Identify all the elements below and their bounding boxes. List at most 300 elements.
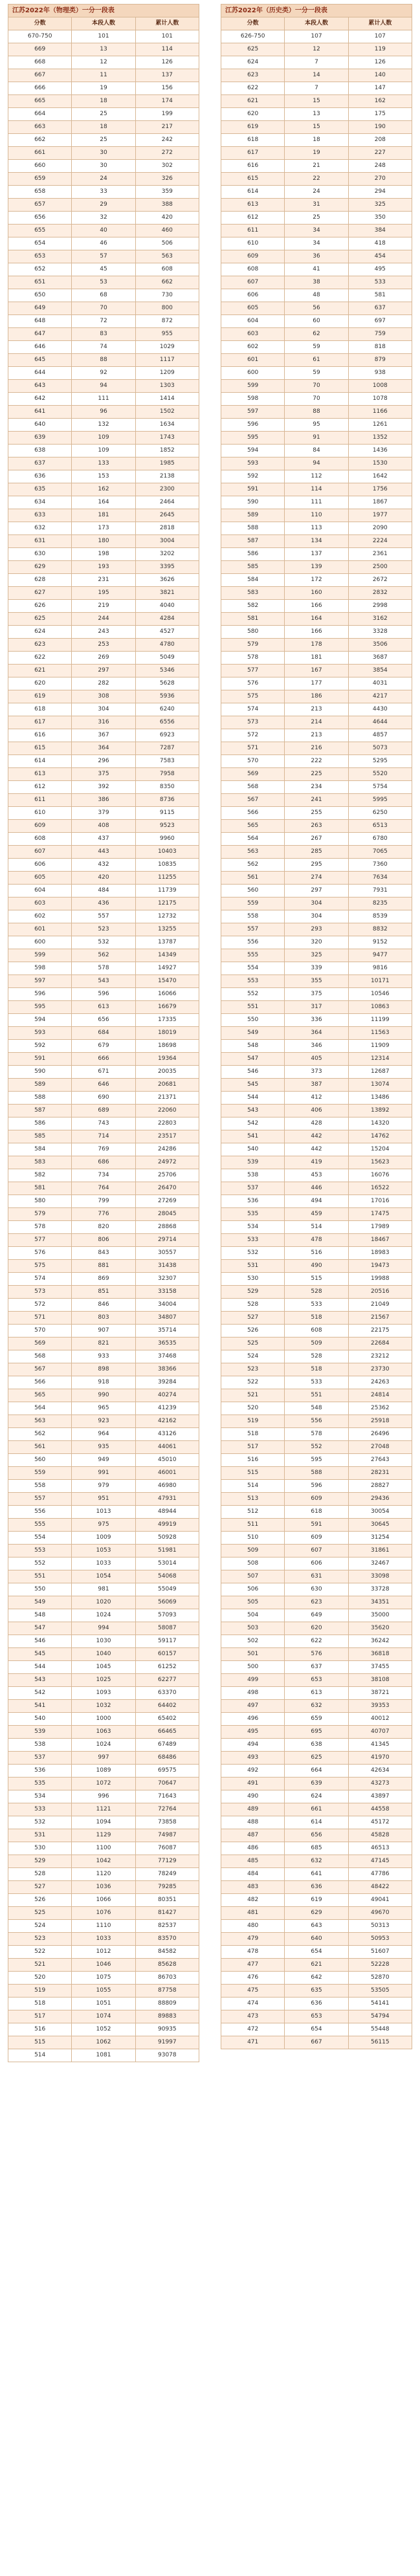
cumulative-cell: 7931 xyxy=(348,885,412,897)
count-cell: 214 xyxy=(285,716,348,729)
count-cell: 509 xyxy=(285,1338,348,1350)
count-cell: 180 xyxy=(72,535,135,548)
count-cell: 29 xyxy=(72,199,135,212)
cumulative-cell: 10546 xyxy=(348,988,412,1001)
table-row xyxy=(8,1454,199,1467)
cumulative-cell: 1530 xyxy=(348,457,412,470)
cumulative-cell: 38108 xyxy=(348,1674,412,1687)
score-cell: 478 xyxy=(221,1946,285,1959)
table-row xyxy=(8,341,199,354)
score-cell: 644 xyxy=(8,367,72,380)
score-cell: 542 xyxy=(8,1687,72,1700)
table-row xyxy=(8,1648,199,1661)
score-cell: 558 xyxy=(221,910,285,923)
cumulative-cell: 533 xyxy=(348,276,412,289)
table-row xyxy=(8,328,199,341)
table-row xyxy=(221,1415,412,1428)
score-cell: 612 xyxy=(8,781,72,794)
cumulative-cell: 40012 xyxy=(348,1713,412,1726)
count-cell: 666 xyxy=(72,1053,135,1066)
score-cell: 608 xyxy=(221,263,285,276)
count-cell: 308 xyxy=(72,690,135,703)
score-cell: 532 xyxy=(8,1816,72,1829)
count-cell: 269 xyxy=(72,652,135,665)
score-cell: 576 xyxy=(221,677,285,690)
table-row xyxy=(8,1014,199,1027)
score-cell: 534 xyxy=(8,1790,72,1803)
table-row xyxy=(221,1040,412,1053)
count-cell: 606 xyxy=(285,1558,348,1570)
table-row xyxy=(221,820,412,833)
count-cell: 619 xyxy=(285,1894,348,1907)
cumulative-cell: 33158 xyxy=(135,1286,199,1299)
count-cell: 637 xyxy=(285,1661,348,1674)
score-cell: 503 xyxy=(221,1622,285,1635)
table-row xyxy=(8,1506,199,1519)
cumulative-cell: 388 xyxy=(135,199,199,212)
cumulative-cell: 79285 xyxy=(135,1881,199,1894)
score-cell: 566 xyxy=(221,807,285,820)
table-row xyxy=(8,1389,199,1402)
table-row xyxy=(221,1130,412,1143)
count-cell: 255 xyxy=(285,807,348,820)
count-cell: 181 xyxy=(285,652,348,665)
score-cell: 586 xyxy=(8,1117,72,1130)
cumulative-cell: 82537 xyxy=(135,1920,199,1933)
cumulative-cell: 22684 xyxy=(348,1338,412,1350)
table-row xyxy=(221,1350,412,1363)
score-cell: 645 xyxy=(8,354,72,367)
table-row xyxy=(221,237,412,250)
score-cell: 565 xyxy=(8,1389,72,1402)
table-row xyxy=(221,1066,412,1079)
table-row xyxy=(221,600,412,613)
table-row xyxy=(8,639,199,652)
cumulative-cell: 359 xyxy=(135,186,199,199)
cumulative-cell: 3626 xyxy=(135,574,199,587)
cumulative-cell: 25918 xyxy=(348,1415,412,1428)
table-row xyxy=(221,445,412,457)
count-cell: 881 xyxy=(72,1260,135,1273)
cumulative-cell: 8539 xyxy=(348,910,412,923)
count-cell: 1000 xyxy=(72,1713,135,1726)
count-cell: 533 xyxy=(285,1376,348,1389)
count-cell: 557 xyxy=(72,910,135,923)
count-cell: 596 xyxy=(285,1480,348,1493)
score-cell: 622 xyxy=(221,82,285,95)
table-row xyxy=(221,1907,412,1920)
cumulative-cell: 16066 xyxy=(135,988,199,1001)
cumulative-cell: 19473 xyxy=(348,1260,412,1273)
cumulative-cell: 20681 xyxy=(135,1079,199,1092)
count-cell: 686 xyxy=(72,1156,135,1169)
score-cell: 641 xyxy=(8,406,72,419)
count-cell: 56 xyxy=(285,302,348,315)
count-cell: 609 xyxy=(285,1493,348,1506)
cumulative-cell: 49919 xyxy=(135,1519,199,1532)
count-cell: 19 xyxy=(285,147,348,160)
count-cell: 656 xyxy=(285,1829,348,1842)
table-row xyxy=(221,108,412,121)
column-header: 分数 xyxy=(8,17,72,30)
table-row xyxy=(8,43,199,56)
table-row xyxy=(221,1842,412,1855)
count-cell: 607 xyxy=(285,1545,348,1558)
cumulative-cell: 20035 xyxy=(135,1066,199,1079)
table-row xyxy=(8,393,199,406)
table-row xyxy=(8,936,199,949)
table-row xyxy=(221,1480,412,1493)
table-row xyxy=(8,1545,199,1558)
score-cell: 610 xyxy=(221,237,285,250)
count-cell: 48 xyxy=(285,289,348,302)
score-cell: 557 xyxy=(8,1493,72,1506)
count-cell: 166 xyxy=(285,626,348,639)
score-cell: 558 xyxy=(8,1480,72,1493)
score-cell: 600 xyxy=(8,936,72,949)
table-row xyxy=(8,250,199,263)
table-row xyxy=(221,95,412,108)
cumulative-cell: 208 xyxy=(348,134,412,147)
cumulative-cell: 2672 xyxy=(348,574,412,587)
count-cell: 13 xyxy=(72,43,135,56)
score-cell: 556 xyxy=(221,936,285,949)
score-cell: 605 xyxy=(8,872,72,885)
count-cell: 295 xyxy=(285,859,348,872)
cumulative-cell: 9960 xyxy=(135,833,199,846)
count-cell: 595 xyxy=(285,1454,348,1467)
count-cell: 94 xyxy=(285,457,348,470)
cumulative-cell: 29436 xyxy=(348,1493,412,1506)
cumulative-cell: 19364 xyxy=(135,1053,199,1066)
cumulative-cell: 420 xyxy=(135,212,199,225)
count-cell: 1089 xyxy=(72,1765,135,1778)
score-cell: 666 xyxy=(8,82,72,95)
score-cell: 569 xyxy=(8,1338,72,1350)
cumulative-cell: 63370 xyxy=(135,1687,199,1700)
cumulative-cell: 9523 xyxy=(135,820,199,833)
cumulative-cell: 12687 xyxy=(348,1066,412,1079)
table-row xyxy=(8,1066,199,1079)
table-row xyxy=(221,897,412,910)
score-cell: 520 xyxy=(221,1402,285,1415)
score-cell: 617 xyxy=(8,716,72,729)
count-cell: 225 xyxy=(285,768,348,781)
count-cell: 684 xyxy=(72,1027,135,1040)
score-cell: 626 xyxy=(8,600,72,613)
score-cell: 522 xyxy=(221,1376,285,1389)
count-cell: 110 xyxy=(285,509,348,522)
cumulative-cell: 563 xyxy=(135,250,199,263)
count-cell: 1120 xyxy=(72,1868,135,1881)
count-cell: 951 xyxy=(72,1493,135,1506)
count-cell: 18 xyxy=(72,95,135,108)
count-cell: 285 xyxy=(285,846,348,859)
count-cell: 636 xyxy=(285,1881,348,1894)
count-cell: 734 xyxy=(72,1169,135,1182)
cumulative-cell: 54794 xyxy=(348,2010,412,2023)
table-row xyxy=(8,975,199,988)
count-cell: 1110 xyxy=(72,1920,135,1933)
cumulative-cell: 418 xyxy=(348,237,412,250)
score-cell: 637 xyxy=(8,457,72,470)
table-row xyxy=(221,1428,412,1441)
score-cell: 519 xyxy=(221,1415,285,1428)
cumulative-cell: 37455 xyxy=(348,1661,412,1674)
count-cell: 30 xyxy=(72,147,135,160)
cumulative-cell: 326 xyxy=(135,173,199,186)
score-cell: 539 xyxy=(8,1726,72,1739)
score-cell: 574 xyxy=(8,1273,72,1286)
count-cell: 446 xyxy=(285,1182,348,1195)
score-cell: 516 xyxy=(221,1454,285,1467)
score-cell: 528 xyxy=(221,1299,285,1312)
score-cell: 559 xyxy=(8,1467,72,1480)
cumulative-cell: 6250 xyxy=(348,807,412,820)
count-cell: 364 xyxy=(285,1027,348,1040)
score-cell: 541 xyxy=(221,1130,285,1143)
cumulative-cell: 13787 xyxy=(135,936,199,949)
table-row xyxy=(8,237,199,250)
cumulative-cell: 22803 xyxy=(135,1117,199,1130)
score-cell: 593 xyxy=(8,1027,72,1040)
count-cell: 62 xyxy=(285,328,348,341)
score-cell: 569 xyxy=(221,768,285,781)
table-row xyxy=(8,496,199,509)
count-cell: 1030 xyxy=(72,1635,135,1648)
count-cell: 70 xyxy=(72,302,135,315)
cumulative-cell: 4430 xyxy=(348,703,412,716)
score-cell: 579 xyxy=(221,639,285,652)
table-row xyxy=(8,522,199,535)
cumulative-cell: 1642 xyxy=(348,470,412,483)
count-cell: 636 xyxy=(285,1998,348,2010)
table-row xyxy=(8,872,199,885)
table-row xyxy=(8,354,199,367)
table-row xyxy=(221,1609,412,1622)
column-header: 累计人数 xyxy=(135,17,199,30)
count-cell: 764 xyxy=(72,1182,135,1195)
cumulative-cell: 93078 xyxy=(135,2049,199,2062)
table-row xyxy=(221,134,412,147)
count-cell: 618 xyxy=(285,1506,348,1519)
cumulative-cell: 4031 xyxy=(348,677,412,690)
count-cell: 478 xyxy=(285,1234,348,1247)
cumulative-cell: 35620 xyxy=(348,1622,412,1635)
score-cell: 548 xyxy=(221,1040,285,1053)
count-cell: 70 xyxy=(285,380,348,393)
cumulative-cell: 23730 xyxy=(348,1363,412,1376)
score-cell: 520 xyxy=(8,1972,72,1985)
table-row xyxy=(8,1325,199,1338)
count-cell: 45 xyxy=(72,263,135,276)
count-cell: 25 xyxy=(72,134,135,147)
count-cell: 379 xyxy=(72,807,135,820)
cumulative-cell: 294 xyxy=(348,186,412,199)
count-cell: 15 xyxy=(285,95,348,108)
count-cell: 38 xyxy=(285,276,348,289)
cumulative-cell: 1352 xyxy=(348,432,412,445)
table-row xyxy=(8,574,199,587)
table-row xyxy=(221,2036,412,2049)
table-row xyxy=(221,1881,412,1894)
column-header: 本段人数 xyxy=(285,17,348,30)
cumulative-cell: 759 xyxy=(348,328,412,341)
count-cell: 918 xyxy=(72,1376,135,1389)
cumulative-cell: 59117 xyxy=(135,1635,199,1648)
table-row xyxy=(8,1985,199,1998)
score-cell: 623 xyxy=(8,639,72,652)
score-cell: 484 xyxy=(221,1868,285,1881)
cumulative-cell: 2300 xyxy=(135,483,199,496)
table-row xyxy=(221,2010,412,2023)
cumulative-cell: 49041 xyxy=(348,1894,412,1907)
table-row xyxy=(8,315,199,328)
cumulative-cell: 86703 xyxy=(135,1972,199,1985)
score-cell: 597 xyxy=(8,975,72,988)
count-cell: 1036 xyxy=(72,1881,135,1894)
score-cell: 620 xyxy=(221,108,285,121)
count-cell: 21 xyxy=(285,160,348,173)
count-cell: 46 xyxy=(72,237,135,250)
table-row xyxy=(221,419,412,432)
cumulative-cell: 71643 xyxy=(135,1790,199,1803)
count-cell: 613 xyxy=(72,1001,135,1014)
score-cell: 533 xyxy=(8,1803,72,1816)
cumulative-cell: 13255 xyxy=(135,923,199,936)
count-cell: 420 xyxy=(72,872,135,885)
table-row xyxy=(8,1920,199,1933)
score-cell: 488 xyxy=(221,1816,285,1829)
count-cell: 195 xyxy=(72,587,135,600)
table-row xyxy=(221,432,412,445)
score-cell: 489 xyxy=(221,1803,285,1816)
count-cell: 1072 xyxy=(72,1778,135,1790)
cumulative-cell: 44558 xyxy=(348,1803,412,1816)
score-cell: 595 xyxy=(8,1001,72,1014)
score-cell: 581 xyxy=(8,1182,72,1195)
table-row xyxy=(221,1195,412,1208)
score-cell: 619 xyxy=(8,690,72,703)
table-row xyxy=(8,587,199,600)
cumulative-cell: 1977 xyxy=(348,509,412,522)
count-cell: 851 xyxy=(72,1286,135,1299)
count-cell: 33 xyxy=(72,186,135,199)
count-cell: 514 xyxy=(285,1221,348,1234)
table-row xyxy=(221,1338,412,1350)
score-cell: 499 xyxy=(221,1674,285,1687)
score-cell: 493 xyxy=(221,1752,285,1765)
score-cell: 640 xyxy=(8,419,72,432)
score-cell: 607 xyxy=(8,846,72,859)
cumulative-cell: 34351 xyxy=(348,1596,412,1609)
score-cell: 583 xyxy=(8,1156,72,1169)
cumulative-cell: 42162 xyxy=(135,1415,199,1428)
count-cell: 623 xyxy=(285,1596,348,1609)
count-cell: 114 xyxy=(285,483,348,496)
count-cell: 515 xyxy=(285,1273,348,1286)
cumulative-cell: 126 xyxy=(348,56,412,69)
cumulative-cell: 36818 xyxy=(348,1648,412,1661)
cumulative-cell: 938 xyxy=(348,367,412,380)
table-row xyxy=(221,833,412,846)
table-row xyxy=(8,703,199,716)
table-row xyxy=(8,1208,199,1221)
cumulative-cell: 81427 xyxy=(135,1907,199,1920)
score-cell: 581 xyxy=(221,613,285,626)
table-row xyxy=(221,1558,412,1570)
table-row xyxy=(221,1687,412,1700)
score-cell: 668 xyxy=(8,56,72,69)
cumulative-cell: 43126 xyxy=(135,1428,199,1441)
score-cell: 561 xyxy=(8,1441,72,1454)
score-cell: 496 xyxy=(221,1713,285,1726)
score-cell: 605 xyxy=(221,302,285,315)
count-cell: 1066 xyxy=(72,1894,135,1907)
table-row xyxy=(8,962,199,975)
count-cell: 61 xyxy=(285,354,348,367)
cumulative-cell: 350 xyxy=(348,212,412,225)
table-row xyxy=(221,199,412,212)
count-cell: 18 xyxy=(285,134,348,147)
cumulative-cell: 11909 xyxy=(348,1040,412,1053)
count-cell: 632 xyxy=(285,1700,348,1713)
score-cell: 527 xyxy=(8,1881,72,1894)
table-row xyxy=(221,1752,412,1765)
table-row xyxy=(8,276,199,289)
table-row xyxy=(221,470,412,483)
count-cell: 528 xyxy=(285,1286,348,1299)
score-cell: 613 xyxy=(221,199,285,212)
cumulative-cell: 21371 xyxy=(135,1092,199,1105)
score-cell: 560 xyxy=(221,885,285,897)
table-row xyxy=(221,1208,412,1221)
count-cell: 172 xyxy=(285,574,348,587)
score-cell: 524 xyxy=(221,1350,285,1363)
score-cell: 647 xyxy=(8,328,72,341)
cumulative-cell: 74987 xyxy=(135,1829,199,1842)
table-row xyxy=(221,587,412,600)
score-cell: 550 xyxy=(8,1583,72,1596)
table-row xyxy=(221,1092,412,1105)
score-cell: 594 xyxy=(221,445,285,457)
score-cell: 586 xyxy=(221,548,285,561)
count-cell: 198 xyxy=(72,548,135,561)
table-row xyxy=(221,936,412,949)
score-cell: 476 xyxy=(221,1972,285,1985)
table-row xyxy=(8,820,199,833)
table-row xyxy=(8,134,199,147)
score-cell: 545 xyxy=(221,1079,285,1092)
count-cell: 635 xyxy=(285,1985,348,1998)
table-row xyxy=(221,1299,412,1312)
table-row xyxy=(8,1570,199,1583)
score-cell: 515 xyxy=(8,2036,72,2049)
cumulative-cell: 15623 xyxy=(348,1156,412,1169)
table-row xyxy=(8,1260,199,1273)
count-cell: 316 xyxy=(72,716,135,729)
count-cell: 107 xyxy=(285,30,348,43)
score-cell: 625 xyxy=(221,43,285,56)
cumulative-cell: 30645 xyxy=(348,1519,412,1532)
count-cell: 1062 xyxy=(72,2036,135,2049)
score-cell: 540 xyxy=(221,1143,285,1156)
table-row xyxy=(221,1001,412,1014)
score-cell: 621 xyxy=(8,665,72,677)
cumulative-cell: 2832 xyxy=(348,587,412,600)
score-cell: 590 xyxy=(221,496,285,509)
cumulative-cell: 17475 xyxy=(348,1208,412,1221)
